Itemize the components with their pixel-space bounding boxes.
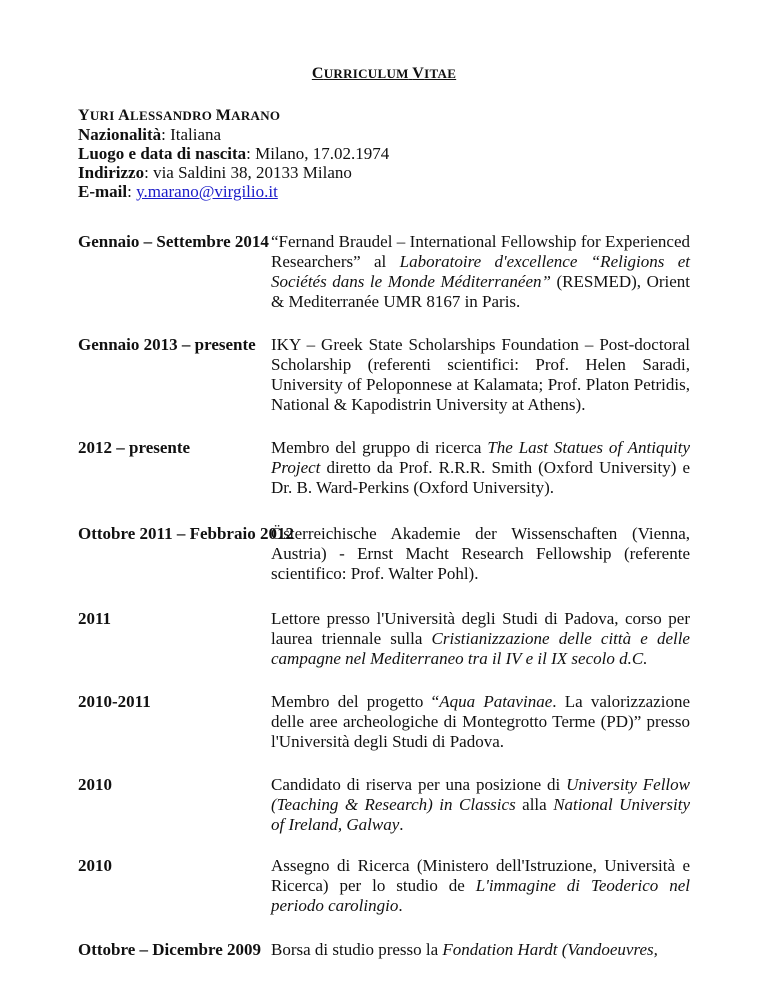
text: IKY – Greek State Scholarships Foundation – Post-doctoral Scholarship (referenti scientifici: Prof. Helen Saradi, University of Peloponnese at Kalamata; Prof. Platon Petridis, National & Kapodistrin University at Athens). bbox=[271, 335, 690, 414]
text: Assegno di Ricerca (Ministero dell'Istruzione, Università e Ricerca) per lo studio de bbox=[271, 856, 690, 895]
address-value: : via Saldini 38, 20133 Milano bbox=[144, 163, 352, 182]
entry-description bbox=[271, 692, 690, 752]
text: alla bbox=[515, 795, 554, 814]
entry-date: Gennaio – Settembre 2014 bbox=[78, 232, 269, 251]
address-label: Indirizzo bbox=[78, 163, 145, 182]
entry-description bbox=[271, 775, 690, 835]
email-line bbox=[78, 182, 389, 201]
italic-text: Cristianizzazione delle città e delle campagne nel Mediterraneo tra il IV e il IX secolo d.C. bbox=[271, 629, 690, 668]
entry-date: Gennaio 2013 – presente bbox=[78, 335, 256, 354]
entry-description bbox=[271, 856, 690, 916]
text: Candidato di riserva per una posizione di bbox=[271, 775, 567, 794]
document-title: CURRICULUM VITAE bbox=[311, 65, 457, 82]
address-line bbox=[78, 163, 389, 182]
entry-date: Ottobre – Dicembre 2009 bbox=[78, 940, 262, 959]
person-name: YURI ALESSANDRO MARANO bbox=[78, 107, 281, 124]
entry-date: 2010 bbox=[78, 775, 112, 794]
text: diretto da Prof. R.R.R. Smith (Oxford University) e Dr. B. Ward-Perkins (Oxford University). bbox=[271, 458, 690, 497]
entry-date: 2011 bbox=[78, 609, 112, 628]
italic-text: University Fellow (Teaching & Research) in Classics bbox=[271, 775, 690, 814]
entry-date: 2012 – presente bbox=[78, 438, 191, 457]
personal-info bbox=[78, 106, 389, 201]
text: . bbox=[399, 815, 404, 834]
entry-date: Ottobre 2011 – Febbraio 2012 bbox=[78, 524, 294, 543]
email-link[interactable]: y.marano@virgilio.it bbox=[136, 182, 278, 201]
entry-date: 2010 bbox=[78, 856, 112, 875]
entry-description bbox=[271, 335, 690, 415]
text: Membro del gruppo di ricerca bbox=[271, 438, 488, 457]
entry-description bbox=[271, 940, 690, 960]
nationality-line bbox=[78, 125, 389, 144]
birth-line bbox=[78, 144, 389, 163]
nationality-label: Nazionalità bbox=[78, 125, 162, 144]
entry-description bbox=[271, 232, 690, 312]
text: . bbox=[398, 896, 403, 915]
birth-value: : Milano, 17.02.1974 bbox=[246, 144, 390, 163]
text: . La valorizzazione delle aree archeologiche di Montegrotto Terme (PD)” presso l'Università degli Studi di Padova. bbox=[271, 692, 690, 751]
text: Membro del progetto “ bbox=[271, 692, 440, 711]
entry-description bbox=[271, 438, 690, 498]
italic-text: The Last Statues of Antiquity Project bbox=[271, 438, 690, 477]
nationality-value: : Italiana bbox=[161, 125, 222, 144]
italic-text: Fondation Hardt (Vandoeuvres, bbox=[442, 940, 658, 959]
text: (RESMED), Orient & Mediterranée UMR 8167 in Paris. bbox=[271, 272, 690, 311]
text: Lettore presso l'Università degli Studi di Padova, corso per laurea triennale sulla bbox=[271, 609, 690, 648]
italic-text: National University of Ireland, Galway bbox=[271, 795, 690, 834]
text: Österreichische Akademie der Wissenschaften (Vienna, Austria) - Ernst Macht Research Fellowship (referente scientifico: Prof. Walter Pohl). bbox=[271, 524, 690, 583]
email-separator: : bbox=[127, 182, 137, 201]
italic-text: L'immagine di Teoderico nel periodo carolingio bbox=[271, 876, 691, 915]
text: “Fernand Braudel – International Fellowship for Experienced Researchers” al bbox=[271, 232, 690, 271]
entry-description bbox=[271, 609, 690, 669]
entry-description bbox=[271, 524, 690, 584]
italic-text: Laboratoire d'excellence “Religions et Sociétés dans le Monde Méditerranéen” bbox=[271, 252, 690, 291]
email-label: E-mail bbox=[78, 182, 128, 201]
entry-date: 2010-2011 bbox=[78, 692, 151, 711]
italic-text: Aqua Patavinae bbox=[439, 692, 553, 711]
birth-label: Luogo e data di nascita bbox=[78, 144, 247, 163]
text: Borsa di studio presso la bbox=[271, 940, 443, 959]
